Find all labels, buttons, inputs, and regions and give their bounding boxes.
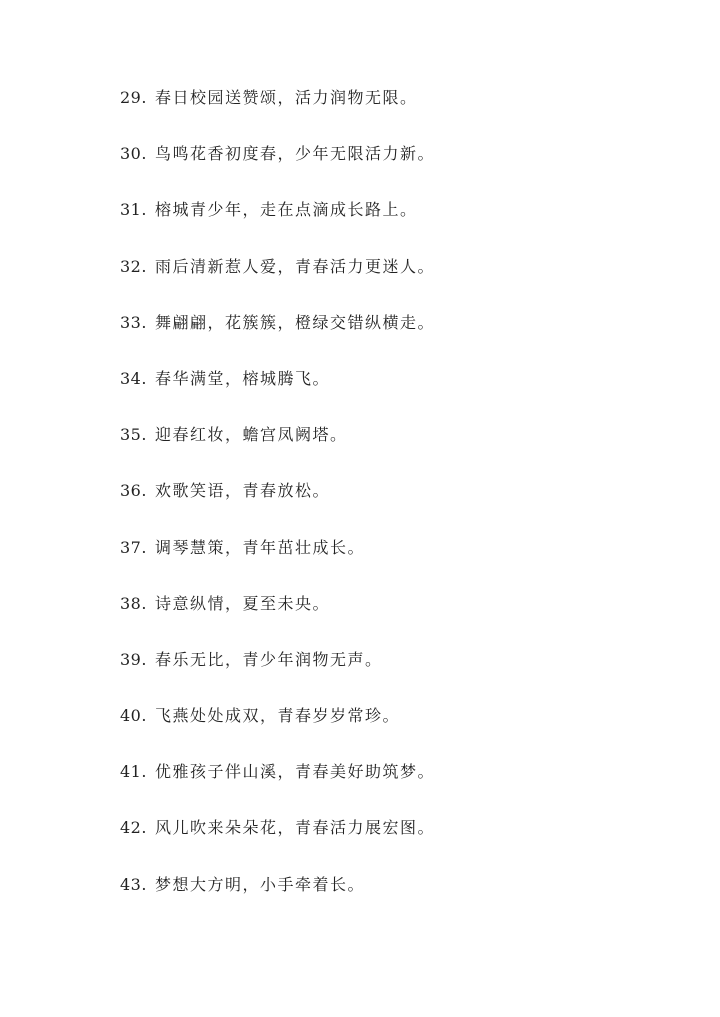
- list-item: [120, 871, 680, 927]
- list-item: [120, 84, 680, 140]
- item-number: 29.: [120, 88, 147, 107]
- list-item: [120, 421, 680, 477]
- list-item: [120, 365, 680, 421]
- item-text: 春乐无比，青少年润物无声。: [154, 649, 383, 669]
- item-text: 雨后清新惹人爱，青春活力更迷人。: [154, 256, 435, 276]
- list-item: [120, 196, 680, 252]
- item-text: 风儿吹来朵朵花，青春活力展宏图。: [154, 818, 435, 838]
- list-item: [120, 253, 680, 309]
- item-number: 30.: [120, 144, 147, 164]
- item-number: 38.: [120, 593, 147, 613]
- numbered-list: [120, 84, 680, 927]
- list-item: [120, 814, 680, 870]
- item-number: 35.: [120, 425, 147, 445]
- item-number: 34.: [120, 368, 147, 388]
- item-text: 欢歌笑语，青春放松。: [154, 481, 330, 501]
- item-text: 飞燕处处成双，青春岁岁常珍。: [154, 706, 400, 726]
- item-number: 43.: [120, 874, 147, 894]
- item-text: 调琴慧策，青年茁壮成长。: [154, 537, 365, 557]
- item-number: 31.: [120, 200, 147, 220]
- item-text: 迎春红妆，蟾宫凤阙塔。: [154, 425, 348, 445]
- item-text: 舞翩翩，花簇簇，橙绿交错纵横走。: [154, 312, 435, 332]
- item-text: 春日校园送赞颂，活力润物无限。: [154, 88, 418, 107]
- list-item: [120, 590, 680, 646]
- item-number: 33.: [120, 312, 147, 332]
- item-text: 春华满堂，榕城腾飞。: [154, 368, 330, 388]
- list-item: [120, 477, 680, 533]
- item-number: 40.: [120, 706, 147, 726]
- list-item: [120, 534, 680, 590]
- item-text: 优雅孩子伴山溪，青春美好助筑梦。: [154, 762, 435, 782]
- list-item: [120, 140, 680, 196]
- item-number: 42.: [120, 818, 147, 838]
- item-number: 39.: [120, 649, 147, 669]
- item-number: 36.: [120, 481, 147, 501]
- list-item: [120, 758, 680, 814]
- item-number: 37.: [120, 537, 147, 557]
- list-item: [120, 702, 680, 758]
- item-number: 41.: [120, 762, 147, 782]
- item-number: 32.: [120, 256, 147, 276]
- item-text: 梦想大方明，小手牵着长。: [154, 874, 365, 894]
- list-item: [120, 646, 680, 702]
- item-text: 鸟鸣花香初度春，少年无限活力新。: [154, 144, 435, 164]
- list-item: [120, 309, 680, 365]
- item-text: 榕城青少年，走在点滴成长路上。: [154, 200, 418, 220]
- item-text: 诗意纵情，夏至未央。: [154, 593, 330, 613]
